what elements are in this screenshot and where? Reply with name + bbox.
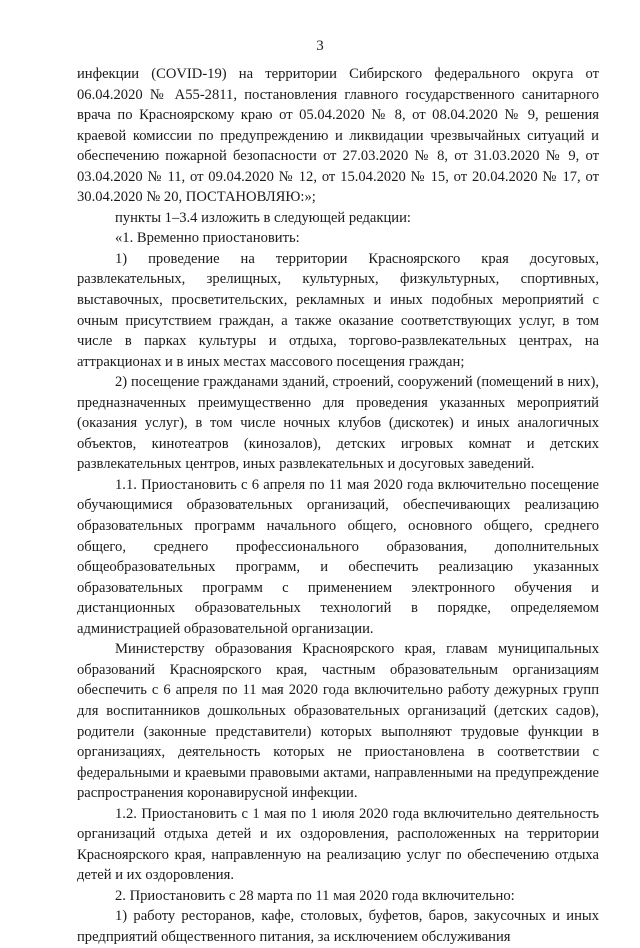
- paragraph-amendment-intro: пункты 1–3.4 изложить в следующей редакции:: [115, 209, 411, 226]
- document-body: [77, 64, 599, 948]
- page-number: 3: [316, 38, 324, 54]
- paragraph-continuation: инфекции (COVID-19) на территории Сибирского федерального округа от 06.04.2020 № А55-2811, постановления главного государственного санитарного врача по Красноярскому краю от 05.04.2020 № 8, от 08.04.2020 № 9, решения краевой комиссии по предупреждению и ликвидации чрезвычайных ситуаций и обеспечению пожарной безопасности от 27.03.2020 № 8, от 31.03.2020 № 9, от 03.04.2020 № 11, от 09.04.2020 № 12, от 15.04.2020 № 15, от 20.04.2020 № 17, от 30.04.2020 № 20, ПОСТАНОВЛЯЮ:»;: [77, 66, 599, 206]
- paragraph-item-1.1: 1.1. Приостановить с 6 апреля по 11 мая 2020 года включительно посещение обучающимися образовательных организаций, обеспечивающих реализацию образовательных программ начального общего, основного общего, среднего общего, среднего профессионального образования, дополнительных общеобразовательных программ, и обеспечить реализацию указанных образовательных программ с применением электронного обучения и дистанционных образовательных технологий в порядке, определяемом администрацией образовательной организации.: [77, 476, 599, 637]
- paragraph-item-2-1: 1) работу ресторанов, кафе, столовых, буфетов, баров, закусочных и иных предприятий общественного питания, за исключением обслуживания: [77, 908, 599, 945]
- paragraph-item-2: 2. Приостановить с 28 марта по 11 мая 2020 года включительно:: [115, 887, 515, 904]
- paragraph-item-1.2: 1.2. Приостановить с 1 мая по 1 июля 2020 года включительно деятельность организаций отдыха детей и их оздоровления, расположенных на территории Красноярского края, направленную на реализацию услуг по обеспечению отдыха детей и их оздоровления.: [77, 805, 599, 884]
- paragraph-item-1-2: 2) посещение гражданами зданий, строений, сооружений (помещений в них), предназначенных преимущественно для проведения указанных мероприятий (оказания услуг), в том числе ночных клубов (дискотек) и иных аналогичных объектов, кинотеатров (кинозалов), детских игровых комнат и детских развлекательных центров, иных развлекательных и досуговых заведений.: [77, 374, 599, 473]
- paragraph-ministry-duty-groups: Министерству образования Красноярского края, главам муниципальных образований Красноярского края, частным образовательным организациям обеспечить с 6 апреля по 11 мая 2020 года включительно работу дежурных групп для воспитанников дошкольных образовательных организаций (детских садов), родители (законные представители) которых выполняют трудовые функции в организациях, деятельность которых не приостановлена в соответствии с федеральными и краевыми правовыми актами, направленными на предупреждение распространения коронавирусной инфекции.: [77, 641, 599, 802]
- paragraph-item-1: «1. Временно приостановить:: [115, 230, 300, 247]
- paragraph-item-1-1: 1) проведение на территории Красноярского края досуговых, развлекательных, зрелищных, культурных, физкультурных, спортивных, выставочных, просветительских, рекламных и иных подобных мероприятий с очным присутствием граждан, а также оказание соответствующих услуг, в том числе в парках культуры и отдыха, торгово-развлекательных центрах, на аттракционах и в иных местах массового посещения граждан;: [77, 250, 599, 370]
